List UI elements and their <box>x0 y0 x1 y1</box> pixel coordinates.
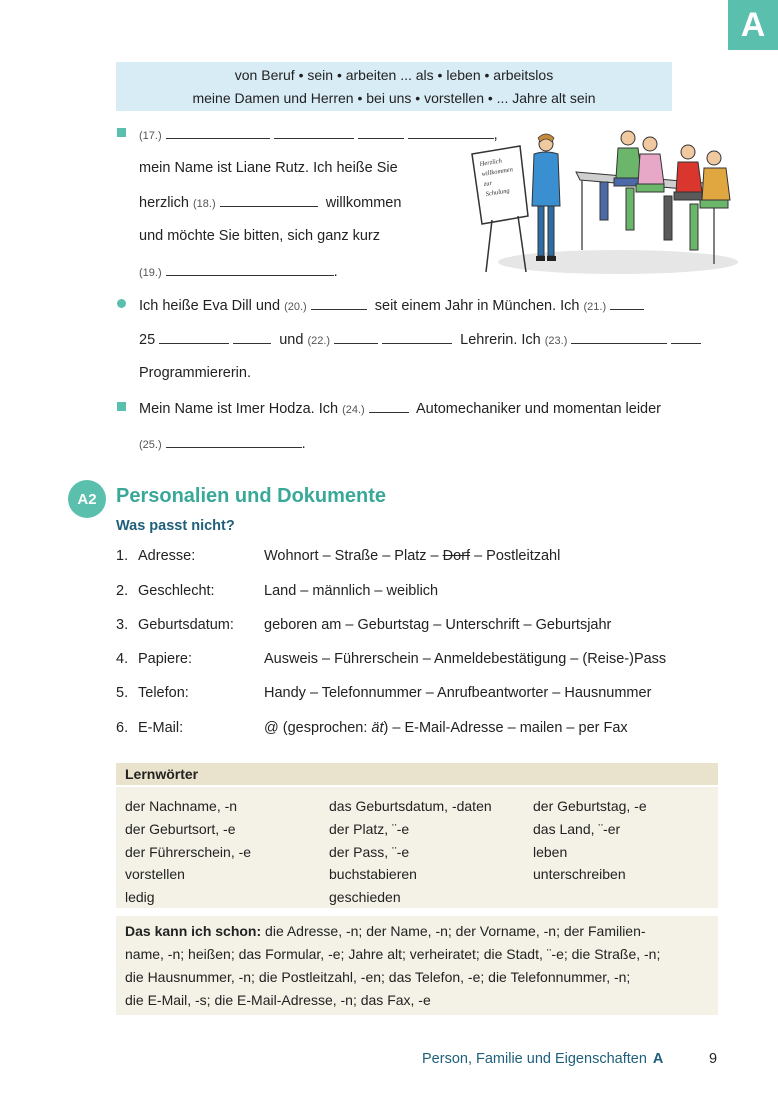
word-box <box>116 62 672 111</box>
item-label: Geschlecht: <box>138 583 215 599</box>
vocab-item: vorstellen <box>125 866 185 883</box>
gap-19[interactable] <box>166 261 334 276</box>
gap-17a[interactable] <box>166 124 270 139</box>
page-number: 9 <box>709 1051 718 1067</box>
list-item <box>116 718 628 738</box>
kann-ich-schon-box <box>116 916 718 1015</box>
comma: , <box>493 127 498 143</box>
vocab-item: der Geburtsort, -e <box>125 820 236 837</box>
item-label: Telefon: <box>138 685 189 701</box>
item-words-end: – Postleitzahl <box>470 548 561 564</box>
gap-24[interactable] <box>369 398 409 413</box>
lernwoerter-column-1 <box>125 795 251 909</box>
item-label: Papiere: <box>138 651 193 667</box>
item-number: 5. <box>116 685 129 701</box>
gap-23b[interactable] <box>671 329 701 344</box>
list-item <box>116 615 611 635</box>
vocab-item: unterschreiben <box>533 866 626 883</box>
exercise-line-22 <box>139 329 705 351</box>
gap-21[interactable] <box>610 295 644 310</box>
text-und: und <box>279 332 304 348</box>
gap-20[interactable] <box>311 295 367 310</box>
item-words: Ausweis – Führerschein – Anmeldebestätigung – (Reise-)Pass <box>264 651 667 667</box>
item-label: E-Mail: <box>138 720 184 736</box>
speaker-square-bullet-2 <box>117 402 126 411</box>
svg-text:zur: zur <box>483 179 493 188</box>
section-tab: A <box>728 0 778 50</box>
exercise-line-17 <box>139 124 498 146</box>
vocab-item: der Führerschein, -e <box>125 843 252 860</box>
item-number: 4. <box>116 651 129 667</box>
gap-number-22: (22.) <box>307 335 331 347</box>
classroom-illustration <box>468 124 740 276</box>
period: . <box>333 264 338 280</box>
text-automechaniker: Automechaniker und momentan leider <box>415 401 661 417</box>
text-seit: seit einem Jahr in München. Ich <box>374 298 580 314</box>
vocab-item: der Platz, ¨-e <box>329 820 410 837</box>
exercise-line-20 <box>139 295 648 317</box>
text-imer: Mein Name ist Imer Hodza. Ich <box>139 401 339 417</box>
item-label: Adresse: <box>138 548 196 564</box>
item-words: Handy – Telefonnummer – Anrufbeantworter – Hausnummer <box>264 685 652 701</box>
footer-title: Person, Familie und Eigenschaften <box>422 1051 647 1067</box>
gap-number-19: (19.) <box>139 267 162 279</box>
exercise-line-25 <box>139 433 306 455</box>
exercise-line-19 <box>139 261 338 283</box>
item-words: geboren am – Geburtstag – Unterschrift – Geburtsjahr <box>264 617 612 633</box>
kann-line: die Adresse, -n; der Name, -n; der Vorname, -n; der Familien- <box>261 923 646 939</box>
svg-text:Herzlich: Herzlich <box>479 157 503 168</box>
kann-line: die Hausnummer, -n; die Postleitzahl, -en; das Telefon, -e; die Telefonnummer, -n; <box>125 969 631 985</box>
vocab-item: geschieden <box>329 889 401 906</box>
exercise-line-24 <box>139 398 661 420</box>
svg-text:willkommen: willkommen <box>481 166 514 178</box>
section-title: Personalien und Dokumente <box>116 485 387 507</box>
gap-25[interactable] <box>166 433 302 448</box>
vocab-item: der Nachname, -n <box>125 798 238 814</box>
italic-word: ät <box>371 720 384 736</box>
item-number: 3. <box>116 617 129 633</box>
gap-number-21: (21.) <box>583 301 607 313</box>
footer-letter: A <box>652 1051 664 1067</box>
gap-number-20: (20.) <box>284 301 307 313</box>
vocab-item: der Pass, ¨-e <box>329 843 410 860</box>
gap-number-18: (18.) <box>193 198 216 210</box>
gap-number-23: (23.) <box>544 335 568 347</box>
flipchart-icon <box>472 146 528 272</box>
text-willkommen: willkommen <box>325 195 402 211</box>
gap-17b[interactable] <box>274 124 354 139</box>
gap-22a[interactable] <box>334 329 378 344</box>
word-box-line-2: meine Damen und Herren • bei uns • vorstellen • ... Jahre alt sein <box>192 90 596 106</box>
item-words: Wohnort – Straße – Platz – <box>264 548 443 564</box>
text-25: 25 <box>139 332 156 348</box>
list-item <box>116 683 651 703</box>
item-number: 2. <box>116 583 129 599</box>
text-herzlich: herzlich <box>139 195 189 211</box>
presenter-figure <box>532 134 560 261</box>
list-item <box>116 649 666 669</box>
footer-chapter <box>422 1051 663 1067</box>
period-2: . <box>301 436 306 452</box>
speaker-dot-bullet <box>117 299 126 308</box>
exercise-badge-a2: A2 <box>68 480 106 518</box>
lernwoerter-column-2 <box>329 795 492 909</box>
gap-number-17: (17.) <box>139 130 162 142</box>
gap-22b[interactable] <box>382 329 452 344</box>
item-words: Land – männlich – weiblich <box>264 583 439 599</box>
gap-18[interactable] <box>220 192 318 207</box>
item-number: 1. <box>116 548 129 564</box>
text-lehrerin: Lehrerin. Ich <box>460 332 541 348</box>
gap-number-25: (25.) <box>139 439 162 451</box>
gap-number-24: (24.) <box>342 404 365 416</box>
vocab-item: das Land, ¨-er <box>533 820 621 837</box>
item-label: Geburtsdatum: <box>138 617 234 633</box>
speaker-square-bullet <box>117 128 126 137</box>
gap-21c[interactable] <box>233 329 271 344</box>
kann-line: die E-Mail, -s; die E-Mail-Adresse, -n; das Fax, -e <box>125 992 431 1008</box>
vocab-item: ledig <box>125 889 155 906</box>
gap-21b[interactable] <box>159 329 229 344</box>
item-number: 6. <box>116 720 129 736</box>
exercise-line-8: Programmiererin. <box>139 365 251 381</box>
list-item <box>116 546 560 566</box>
section-subtitle: Was passt nicht? <box>116 518 235 534</box>
vocab-item: das Geburtsdatum, -daten <box>329 798 492 814</box>
svg-text:Schulung: Schulung <box>485 187 511 198</box>
lernwoerter-column-3 <box>533 795 647 886</box>
lernwoerter-box <box>116 787 718 908</box>
lernwoerter-heading: Lernwörter <box>116 763 718 785</box>
word-box-line-1: von Beruf • sein • arbeiten ... als • leben • arbeitslos <box>234 67 554 83</box>
vocab-item: buchstabieren <box>329 866 417 883</box>
kann-line: name, -n; heißen; das Formular, -e; Jahre alt; verheiratet; die Stadt, ¨-e; die Straße, -n; <box>125 946 661 962</box>
kann-heading: Das kann ich schon: <box>125 923 262 939</box>
gap-17c[interactable] <box>358 124 404 139</box>
exercise-line-18 <box>139 192 401 214</box>
vocab-item: leben <box>533 843 568 860</box>
gap-23a[interactable] <box>571 329 667 344</box>
exercise-line-2: mein Name ist Liane Rutz. Ich heiße Sie <box>139 160 398 176</box>
list-item <box>116 581 438 601</box>
item-words: @ (gesprochen: <box>264 720 372 736</box>
vocab-item: der Geburtstag, -e <box>533 798 647 814</box>
exercise-line-4: und möchte Sie bitten, sich ganz kurz <box>139 228 380 244</box>
struck-word: Dorf <box>442 548 471 564</box>
text-eva: Ich heiße Eva Dill und <box>139 298 281 314</box>
item-words-end: ) – E-Mail-Adresse – mailen – per Fax <box>383 720 628 736</box>
